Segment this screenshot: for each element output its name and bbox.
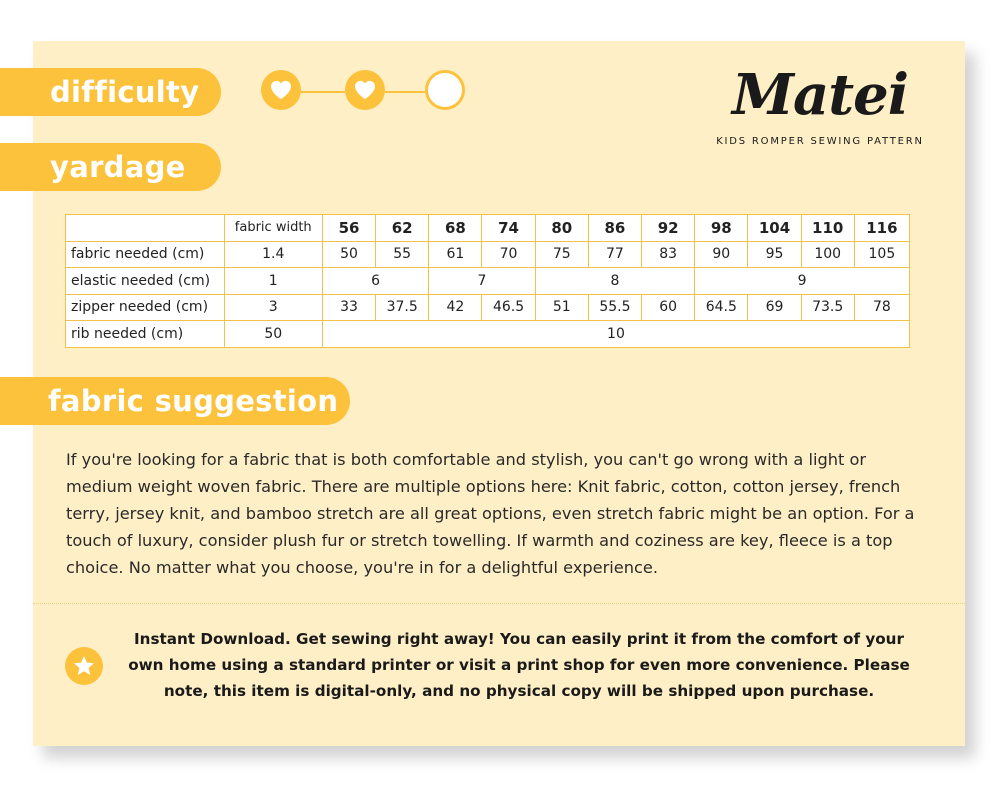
heart-icon (261, 70, 301, 110)
fabric-width-header: fabric width (224, 215, 322, 242)
size-header: 86 (588, 215, 641, 242)
table-cell: 100 (801, 241, 854, 268)
size-header: 68 (429, 215, 482, 242)
table-cell: 3 (224, 294, 322, 321)
fabric-description: If you're looking for a fabric that is both comfortable and stylish, you can't go wrong with a light or medium weight woven fabric. There are multiple options here: Knit fabric, cotton, cotton jersey, french terry, jersey knit, and bamboo stretch are all great options, even stretch fabric might be an option. For a touch of luxury, consider plush fur or stretch towelling. If warmth and coziness are key, fleece is a top choice. No matter what you choose, you're in for a delightful experience. (66, 450, 915, 577)
rating-connector (301, 91, 345, 93)
row-label: elastic needed (cm) (66, 268, 225, 295)
size-header: 56 (322, 215, 375, 242)
difficulty-rating (261, 70, 465, 114)
brand (700, 60, 940, 147)
size-header: 110 (801, 215, 854, 242)
fabric-suggestion-label: fabric suggestion (0, 377, 350, 425)
table-cell: 90 (695, 241, 748, 268)
brand-logo: Matei (731, 62, 909, 128)
table-cell: 105 (854, 241, 909, 268)
table-cell: 75 (535, 241, 588, 268)
table-cell: 95 (748, 241, 801, 268)
yardage-label: yardage (0, 143, 221, 191)
table-cell: 6 (322, 268, 428, 295)
table-cell: 37.5 (376, 294, 429, 321)
table-cell: 50 (322, 241, 375, 268)
table-cell: 77 (588, 241, 641, 268)
table-row (66, 268, 910, 295)
table-cell: 10 (322, 321, 909, 348)
table-row (66, 215, 910, 242)
table-cell: 1.4 (224, 241, 322, 268)
table-cell: 33 (322, 294, 375, 321)
table-cell: 73.5 (801, 294, 854, 321)
table-cell: 51 (535, 294, 588, 321)
table-corner (66, 215, 225, 242)
size-header: 74 (482, 215, 535, 242)
difficulty-label: difficulty (0, 68, 221, 116)
size-header: 80 (535, 215, 588, 242)
star-icon (65, 647, 103, 685)
row-label: rib needed (cm) (66, 321, 225, 348)
table-cell: 61 (429, 241, 482, 268)
table-row (66, 321, 910, 348)
table-cell: 64.5 (695, 294, 748, 321)
rating-connector (385, 91, 425, 93)
brand-subtitle: KIDS ROMPER SEWING PATTERN (716, 136, 924, 147)
table-cell: 42 (429, 294, 482, 321)
table-cell: 1 (224, 268, 322, 295)
table-cell: 9 (695, 268, 910, 295)
table-cell: 8 (535, 268, 695, 295)
table-cell: 7 (429, 268, 535, 295)
yardage-table (65, 214, 910, 348)
table-cell: 69 (748, 294, 801, 321)
table-row (66, 241, 910, 268)
empty-rating-circle (425, 70, 465, 110)
size-header: 104 (748, 215, 801, 242)
table-cell: 55.5 (588, 294, 641, 321)
table-cell: 83 (642, 241, 695, 268)
table-cell: 78 (854, 294, 909, 321)
row-label: fabric needed (cm) (66, 241, 225, 268)
heart-icon (345, 70, 385, 110)
size-header: 62 (376, 215, 429, 242)
table-cell: 46.5 (482, 294, 535, 321)
table-cell: 60 (642, 294, 695, 321)
size-header: 92 (642, 215, 695, 242)
size-header: 116 (854, 215, 909, 242)
row-label: zipper needed (cm) (66, 294, 225, 321)
divider (33, 603, 965, 604)
table-row (66, 294, 910, 321)
download-notice: Instant Download. Get sewing right away! You can easily print it from the comfort of your own home using a standard printer or visit a print shop for even more convenience. Please note, this item is digital-only, and no physical copy will be shipped upon purchase. (128, 630, 910, 700)
size-header: 98 (695, 215, 748, 242)
table-cell: 50 (224, 321, 322, 348)
table-cell: 70 (482, 241, 535, 268)
table-cell: 55 (376, 241, 429, 268)
